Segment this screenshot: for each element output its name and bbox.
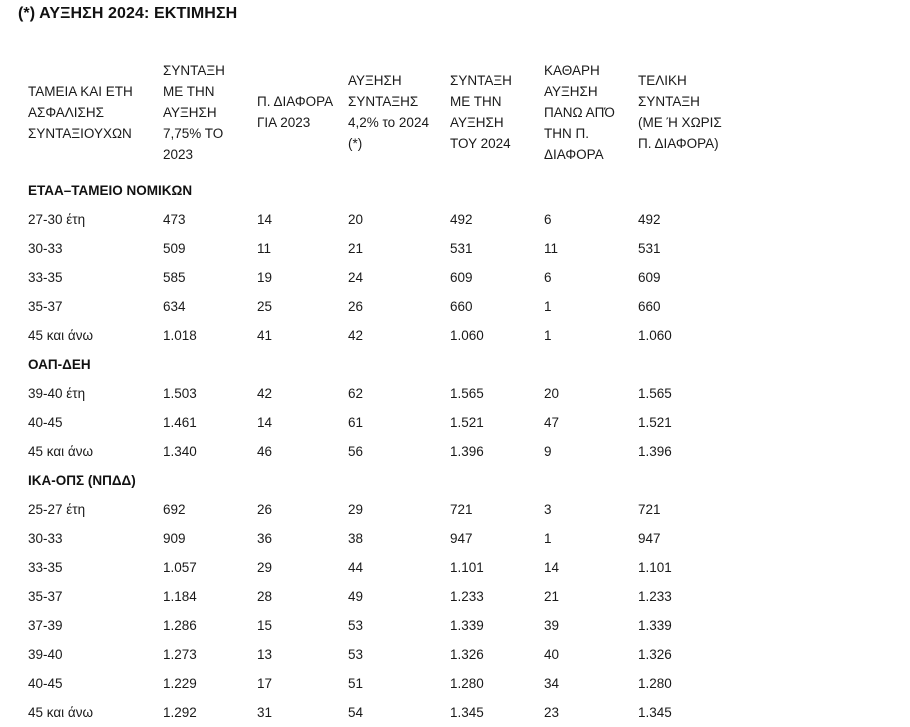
table-row xyxy=(22,379,732,408)
final-pension-cell: 1.565 xyxy=(638,386,672,401)
increase-2024-cell: 53 xyxy=(348,618,364,633)
section-title: ΙΚΑ-ΟΠΣ (ΝΠΔΔ) xyxy=(28,473,136,488)
net-increase-cell: 20 xyxy=(544,386,560,401)
years-cell: 45 και άνω xyxy=(28,328,94,343)
section-title: ΟΑΠ-ΔΕΗ xyxy=(28,357,91,372)
table-row xyxy=(22,321,732,350)
increase-2024-cell: 20 xyxy=(348,212,364,227)
years-cell: 40-45 xyxy=(28,676,63,691)
pension-2023-cell: 585 xyxy=(163,270,186,285)
pension-2023-cell: 1.461 xyxy=(163,415,197,430)
difference-2023-cell: 19 xyxy=(257,270,273,285)
years-cell: 39-40 έτη xyxy=(28,386,86,401)
table-row xyxy=(22,582,732,611)
pension-2023-cell: 473 xyxy=(163,212,186,227)
difference-2023-cell: 15 xyxy=(257,618,273,633)
net-increase-cell: 21 xyxy=(544,589,560,604)
section-title: ΕΤΑΑ–ΤΑΜΕΙΟ ΝΟΜΙΚΩΝ xyxy=(28,183,193,198)
net-increase-cell: 34 xyxy=(544,676,560,691)
header-final-pension: ΤΕΛΙΚΗ ΣΥΝΤΑΞΗ (ΜΕ Ή ΧΩΡΙΣ Π. ΔΙΑΦΟΡΑ) xyxy=(638,73,722,151)
final-pension-cell: 1.101 xyxy=(638,560,672,575)
pension-2024-cell: 1.280 xyxy=(450,676,484,691)
net-increase-cell: 47 xyxy=(544,415,560,430)
pension-2024-cell: 1.521 xyxy=(450,415,484,430)
increase-2024-cell: 56 xyxy=(348,444,364,459)
pension-2023-cell: 1.273 xyxy=(163,647,197,662)
increase-2024-cell: 53 xyxy=(348,647,364,662)
table-body xyxy=(22,176,732,727)
table-row xyxy=(22,640,732,669)
years-cell: 40-45 xyxy=(28,415,63,430)
pension-2023-cell: 1.057 xyxy=(163,560,197,575)
pension-2024-cell: 531 xyxy=(450,241,473,256)
pension-2023-cell: 1.503 xyxy=(163,386,197,401)
header-personal-difference-2023: Π. ΔΙΑΦΟΡΑ ΓΙΑ 2023 xyxy=(257,94,333,130)
final-pension-cell: 1.326 xyxy=(638,647,672,662)
increase-2024-cell: 42 xyxy=(348,328,364,343)
increase-2024-cell: 38 xyxy=(348,531,364,546)
header-funds-years: ΤΑΜΕΙΑ ΚΑΙ ΕΤΗ ΑΣΦΑΛΙΣΗΣ ΣΥΝΤΑΞΙΟΥΧΩΝ xyxy=(28,83,133,141)
increase-2024-cell: 51 xyxy=(348,676,364,691)
table-row xyxy=(22,437,732,466)
pension-2023-cell: 1.292 xyxy=(163,705,197,720)
difference-2023-cell: 46 xyxy=(257,444,273,459)
increase-2024-cell: 62 xyxy=(348,386,364,401)
pension-2024-cell: 1.565 xyxy=(450,386,484,401)
years-cell: 25-27 έτη xyxy=(28,502,86,517)
table-row xyxy=(22,669,732,698)
pension-2024-cell: 1.345 xyxy=(450,705,484,720)
net-increase-cell: 9 xyxy=(544,444,552,459)
years-cell: 35-37 xyxy=(28,299,63,314)
increase-2024-cell: 44 xyxy=(348,560,364,575)
years-cell: 27-30 έτη xyxy=(28,212,86,227)
pension-2023-cell: 1.184 xyxy=(163,589,197,604)
page-title: (*) ΑΥΞΗΣΗ 2024: ΕΚΤΙΜΗΣΗ xyxy=(18,5,238,22)
difference-2023-cell: 11 xyxy=(257,241,272,256)
years-cell: 33-35 xyxy=(28,560,63,575)
increase-2024-cell: 21 xyxy=(348,241,364,256)
net-increase-cell: 1 xyxy=(544,328,552,343)
header-pension-2023: ΣΥΝΤΑΞΗ ΜΕ ΤΗΝ ΑΥΞΗΣΗ 7,75% ΤΟ 2023 xyxy=(163,62,225,162)
table-row xyxy=(22,205,732,234)
final-pension-cell: 947 xyxy=(638,531,661,546)
table-row xyxy=(22,408,732,437)
increase-2024-cell: 49 xyxy=(348,589,364,604)
years-cell: 35-37 xyxy=(28,589,63,604)
table-row xyxy=(22,611,732,640)
final-pension-cell: 660 xyxy=(638,299,661,314)
pension-2023-cell: 634 xyxy=(163,299,186,314)
net-increase-cell: 6 xyxy=(544,270,552,285)
net-increase-cell: 6 xyxy=(544,212,552,227)
table-row xyxy=(22,234,732,263)
difference-2023-cell: 25 xyxy=(257,299,273,314)
difference-2023-cell: 26 xyxy=(257,502,273,517)
pension-table xyxy=(22,48,732,727)
table-row xyxy=(22,292,732,321)
difference-2023-cell: 13 xyxy=(257,647,273,662)
pension-2023-cell: 909 xyxy=(163,531,186,546)
pension-2023-cell: 1.286 xyxy=(163,618,197,633)
pension-2024-cell: 1.326 xyxy=(450,647,484,662)
pension-2023-cell: 1.018 xyxy=(163,328,197,343)
pension-2024-cell: 1.060 xyxy=(450,328,484,343)
net-increase-cell: 1 xyxy=(544,531,552,546)
difference-2023-cell: 41 xyxy=(257,328,273,343)
final-pension-cell: 531 xyxy=(638,241,661,256)
difference-2023-cell: 29 xyxy=(257,560,273,575)
header-pension-2024: ΣΥΝΤΑΞΗ ΜΕ ΤΗΝ ΑΥΞΗΣΗ ΤΟΥ 2024 xyxy=(450,73,512,151)
final-pension-cell: 1.280 xyxy=(638,676,672,691)
pension-2023-cell: 692 xyxy=(163,502,186,517)
net-increase-cell: 3 xyxy=(544,502,552,517)
difference-2023-cell: 36 xyxy=(257,531,273,546)
net-increase-cell: 40 xyxy=(544,647,560,662)
net-increase-cell: 14 xyxy=(544,560,560,575)
difference-2023-cell: 17 xyxy=(257,676,273,691)
difference-2023-cell: 14 xyxy=(257,415,273,430)
final-pension-cell: 1.339 xyxy=(638,618,672,633)
pension-2024-cell: 1.101 xyxy=(450,560,484,575)
final-pension-cell: 1.233 xyxy=(638,589,672,604)
pension-2024-cell: 947 xyxy=(450,531,473,546)
final-pension-cell: 1.521 xyxy=(638,415,672,430)
pension-2024-cell: 1.233 xyxy=(450,589,484,604)
years-cell: 30-33 xyxy=(28,531,63,546)
increase-2024-cell: 24 xyxy=(348,270,364,285)
final-pension-cell: 1.060 xyxy=(638,328,672,343)
pension-2024-cell: 1.396 xyxy=(450,444,484,459)
pension-2024-cell: 721 xyxy=(450,502,473,517)
table-row xyxy=(22,263,732,292)
increase-2024-cell: 26 xyxy=(348,299,364,314)
table-row xyxy=(22,698,732,727)
increase-2024-cell: 54 xyxy=(348,705,364,720)
years-cell: 33-35 xyxy=(28,270,63,285)
years-cell: 45 και άνω xyxy=(28,705,94,720)
increase-2024-cell: 29 xyxy=(348,502,364,517)
pension-2024-cell: 1.339 xyxy=(450,618,484,633)
years-cell: 37-39 xyxy=(28,618,63,633)
net-increase-cell: 11 xyxy=(544,241,559,256)
net-increase-cell: 23 xyxy=(544,705,560,720)
table-header-row xyxy=(22,48,732,176)
pension-2024-cell: 660 xyxy=(450,299,473,314)
difference-2023-cell: 14 xyxy=(257,212,273,227)
pension-2024-cell: 492 xyxy=(450,212,473,227)
net-increase-cell: 1 xyxy=(544,299,552,314)
increase-2024-cell: 61 xyxy=(348,415,364,430)
difference-2023-cell: 31 xyxy=(257,705,273,720)
difference-2023-cell: 28 xyxy=(257,589,273,604)
header-increase-2024: ΑΥΞΗΣΗ ΣΥΝΤΑΞΗΣ 4,2% το 2024 (*) xyxy=(348,73,429,151)
table-row xyxy=(22,495,732,524)
final-pension-cell: 1.345 xyxy=(638,705,672,720)
difference-2023-cell: 42 xyxy=(257,386,273,401)
section-row xyxy=(22,466,732,495)
final-pension-cell: 609 xyxy=(638,270,661,285)
section-row xyxy=(22,350,732,379)
pension-2024-cell: 609 xyxy=(450,270,473,285)
table-row xyxy=(22,553,732,582)
net-increase-cell: 39 xyxy=(544,618,560,633)
final-pension-cell: 721 xyxy=(638,502,661,517)
years-cell: 45 και άνω xyxy=(28,444,94,459)
section-row xyxy=(22,176,732,205)
pension-2023-cell: 1.340 xyxy=(163,444,197,459)
final-pension-cell: 1.396 xyxy=(638,444,672,459)
pension-2023-cell: 509 xyxy=(163,241,186,256)
years-cell: 30-33 xyxy=(28,241,63,256)
header-net-increase: ΚΑΘΑΡΗ ΑΥΞΗΣΗ ΠΑΝΩ ΑΠΌ ΤΗΝ Π. ΔΙΑΦΟΡΑ xyxy=(544,62,615,162)
table-row xyxy=(22,524,732,553)
final-pension-cell: 492 xyxy=(638,212,661,227)
pension-2023-cell: 1.229 xyxy=(163,676,197,691)
years-cell: 39-40 xyxy=(28,647,63,662)
